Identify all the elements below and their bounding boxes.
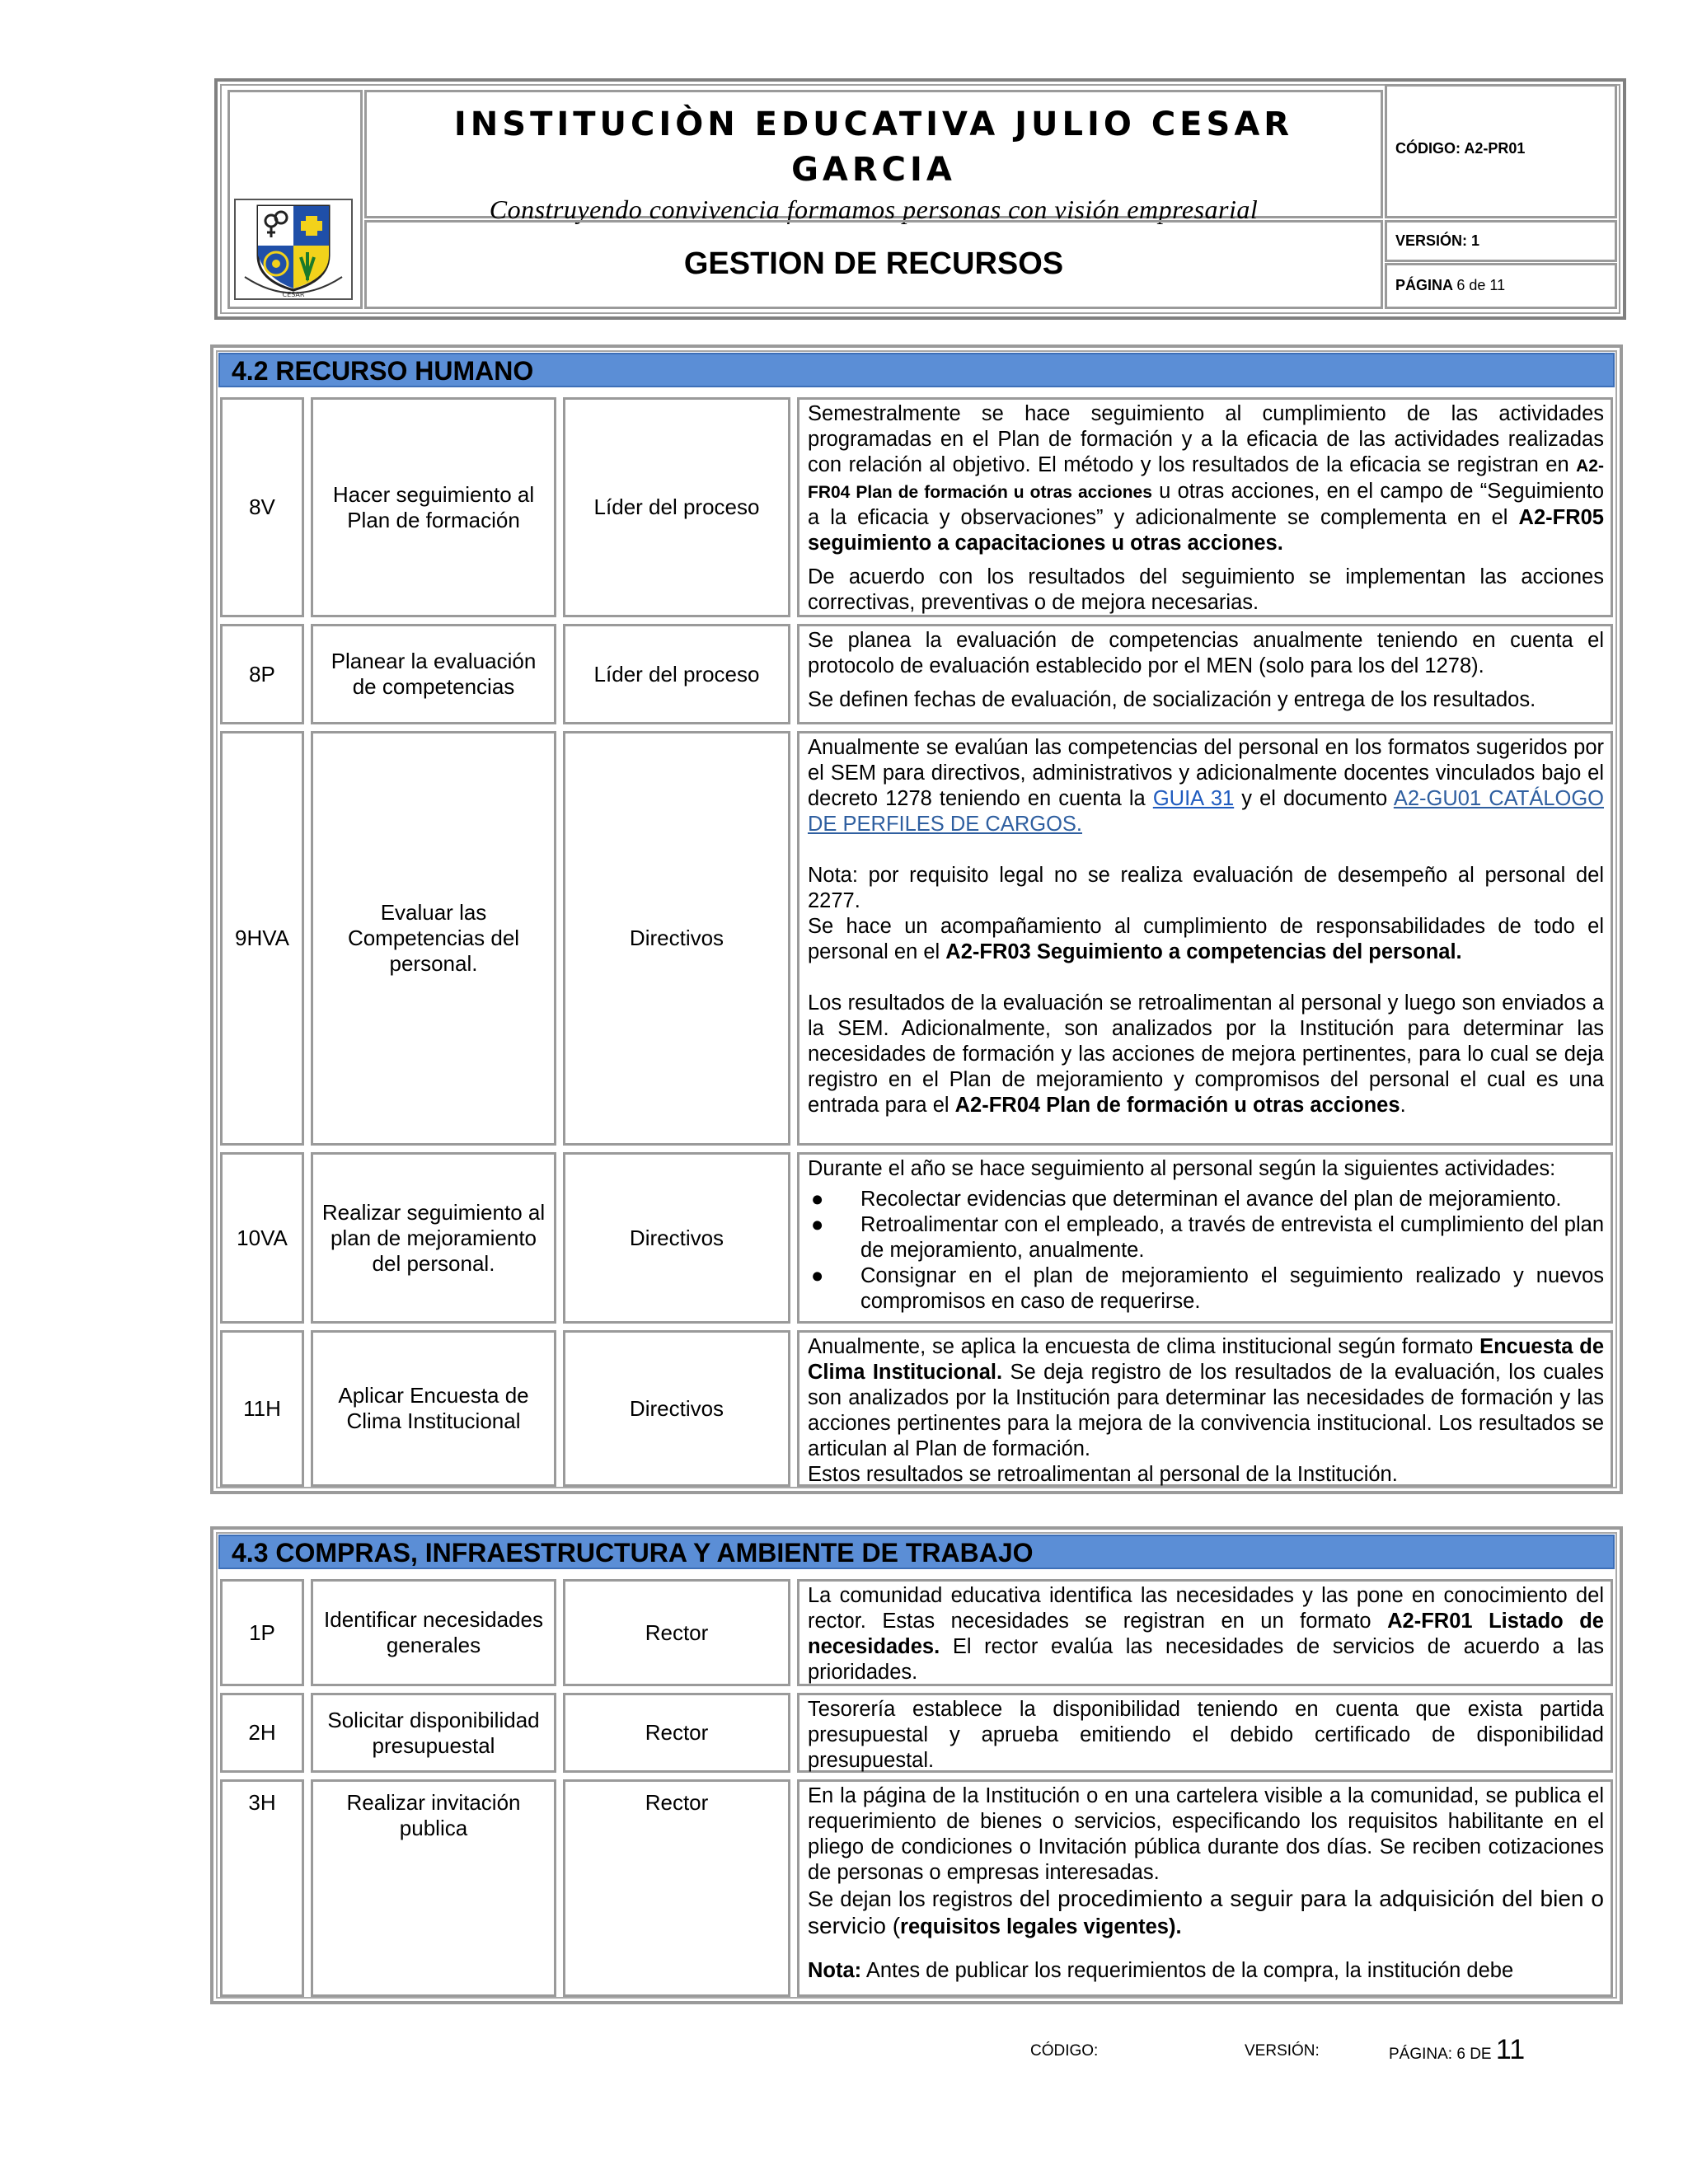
description-text: Estos resultados se retroalimentan al personal de la Institución. bbox=[808, 1463, 1398, 1486]
step-code: 11H bbox=[220, 1330, 304, 1487]
table-row bbox=[220, 397, 1613, 617]
step-code: 8V bbox=[220, 397, 304, 617]
footer-page bbox=[1389, 2034, 1525, 2066]
table-row bbox=[220, 1693, 1613, 1773]
list-item bbox=[808, 1187, 1604, 1212]
code-cell bbox=[1385, 84, 1617, 218]
description-text: Tesorería establece la disponibilidad teniendo en cuenta que exista partida presupuestal y aprueba emitiendo el debido certificado de disponibilidad presupuestal. bbox=[808, 1698, 1604, 1772]
responsible: Directivos bbox=[563, 731, 790, 1146]
page-indicator bbox=[1387, 277, 1615, 294]
table-row bbox=[220, 1330, 1613, 1487]
description bbox=[797, 397, 1613, 617]
table-row bbox=[220, 1152, 1613, 1324]
responsible: Rector bbox=[563, 1779, 790, 1997]
description bbox=[797, 1579, 1613, 1686]
institution-name-line1: INSTITUCIÒN EDUCATIVA JULIO CESAR bbox=[453, 105, 1294, 143]
list-item bbox=[808, 1212, 1604, 1263]
department-cell bbox=[364, 220, 1383, 309]
legal-requirements: requisitos legales vigentes). bbox=[900, 1915, 1182, 1938]
section-title: 4.3 COMPRAS, INFRAESTRUCTURA Y AMBIENTE DE TRABAJO bbox=[232, 1538, 1034, 1568]
activity: Identificar necesidades generales bbox=[311, 1579, 556, 1686]
list-item-text: Retroalimentar con el empleado, a través de entrevista el cumplimiento del plan de mejoramiento, anualmente. bbox=[860, 1213, 1604, 1262]
document-header bbox=[214, 78, 1626, 320]
guia-31-link[interactable]: GUIA 31 bbox=[1152, 787, 1235, 810]
svg-text:CESAR: CESAR bbox=[282, 291, 305, 298]
document-version: VERSIÓN: 1 bbox=[1395, 232, 1480, 249]
bullet-icon: ● bbox=[811, 1188, 824, 1211]
responsible: Líder del proceso bbox=[563, 397, 790, 617]
form-reference: A2-FR01 Listado de necesidades. bbox=[808, 1610, 1604, 1658]
description-text: Antes de publicar los requerimientos de la compra, la institución debe bbox=[865, 1959, 1514, 1982]
table-row bbox=[220, 731, 1613, 1146]
description-text: u otras acciones, en el campo de “Seguimiento a la eficacia y observaciones” y adicionalmente se complementa en el bbox=[808, 480, 1604, 529]
form-reference: A2-FR04 Plan de formación u otras acciones bbox=[808, 457, 1604, 502]
description bbox=[797, 1693, 1613, 1773]
institution-title-cell bbox=[364, 90, 1383, 224]
note-label: Nota: bbox=[808, 1959, 862, 1982]
section-human-resources bbox=[210, 344, 1623, 1494]
description-text: Anualmente, se aplica la encuesta de clima institucional según formato bbox=[808, 1335, 1474, 1358]
section-purchases bbox=[210, 1526, 1623, 2004]
version-cell bbox=[1385, 220, 1617, 262]
responsible: Directivos bbox=[563, 1152, 790, 1324]
step-code: 10VA bbox=[220, 1152, 304, 1324]
activity: Planear la evaluación de competencias bbox=[311, 624, 556, 724]
description-note: Nota: por requisito legal no se realiza evaluación de desempeño al personal del 2277. bbox=[808, 864, 1604, 912]
table-row bbox=[220, 1779, 1613, 1997]
page-cell bbox=[1385, 263, 1617, 309]
list-item-text: Recolectar evidencias que determinan el avance del plan de mejoramiento. bbox=[860, 1188, 1562, 1211]
page-value: 6 de 11 bbox=[1456, 277, 1506, 293]
form-reference: A2-FR04 Plan de formación u otras acciones bbox=[954, 1094, 1400, 1117]
description bbox=[797, 624, 1613, 724]
description bbox=[797, 731, 1613, 1146]
footer-page-label: PÁGINA: 6 DE bbox=[1389, 2046, 1492, 2063]
step-code: 3H bbox=[220, 1779, 304, 1997]
form-reference: A2-FR05 seguimiento a capacitaciones u otras acciones. bbox=[808, 506, 1604, 555]
list-item-text: Consignar en el plan de mejoramiento el seguimiento realizado y nuevos compromisos en caso de requerirse. bbox=[860, 1264, 1604, 1313]
catalog-profiles-link[interactable]: A2-GU01 CATÁLOGO DE PERFILES DE CARGOS. bbox=[808, 787, 1605, 836]
responsible: Líder del proceso bbox=[563, 624, 790, 724]
description-text: En la página de la Institución o en una cartelera visible a la comunidad, se publica el requerimiento de bienes o servicios, especificando los requisitos habilitante en el pliego de condiciones o Invitación pública durante dos días. Se reciben cotizaciones de personas o empresas interesadas. bbox=[808, 1784, 1604, 1884]
bullet-icon: ● bbox=[811, 1213, 824, 1236]
page-label: PÁGINA bbox=[1395, 277, 1453, 293]
description-text: Se planea la evaluación de competencias anualmente teniendo en cuenta el protocolo de evaluación establecido por el MEN (solo para los del 1278). bbox=[808, 629, 1604, 677]
institution-name bbox=[367, 102, 1381, 193]
description-text: Anualmente se evalúan las competencias del personal en los formatos sugeridos por el SEM para directivos, administrativos y adicionalmente docentes vinculados bajo el decreto 1278 teniendo en cuenta la bbox=[808, 736, 1604, 810]
logo-cell bbox=[227, 90, 363, 309]
description bbox=[797, 1330, 1613, 1487]
activity: Evaluar las Competencias del personal. bbox=[311, 731, 556, 1146]
section-title: 4.2 RECURSO HUMANO bbox=[232, 356, 534, 386]
institution-name-line2: GARCIA bbox=[791, 151, 956, 189]
description-text: La comunidad educativa identifica las necesidades y las pone en conocimiento del rector. Estas necesidades se registran en un formato bbox=[808, 1584, 1604, 1633]
activity: Solicitar disponibilidad presupuestal bbox=[311, 1693, 556, 1773]
description-text: y el documento bbox=[1241, 787, 1388, 810]
description-text: . bbox=[1400, 1094, 1406, 1117]
step-code: 1P bbox=[220, 1579, 304, 1686]
description-text: del procedimiento a seguir para la adquisición del bien o servicio ( bbox=[808, 1886, 1604, 1938]
description-text: El rector evalúa las necesidades de servicios de acuerdo a las prioridades. bbox=[808, 1635, 1604, 1684]
activity: Hacer seguimiento al Plan de formación bbox=[311, 397, 556, 617]
description-text: Los resultados de la evaluación se retroalimentan al personal y luego son enviados a la SEM. Adicionalmente, son analizados por la Institución para determinar las necesidades de formación y las acciones de mejora pertinentes, para lo cual se deja registro en el Plan de mejoramiento y compromisos del personal el cual es una entrada para el bbox=[808, 991, 1604, 1117]
section-header bbox=[218, 353, 1615, 387]
institution-slogan: Construyendo convivencia formamos personas con visión empresarial bbox=[489, 194, 1259, 224]
activity: Realizar invitación publica bbox=[311, 1779, 556, 1997]
activity: Aplicar Encuesta de Clima Institucional bbox=[311, 1330, 556, 1487]
step-code: 2H bbox=[220, 1693, 304, 1773]
list-item bbox=[808, 1263, 1604, 1315]
description-text: De acuerdo con los resultados del seguimiento se implementan las acciones correctivas, preventivas o de mejora necesarias. bbox=[808, 565, 1604, 614]
responsible: Rector bbox=[563, 1579, 790, 1686]
description bbox=[797, 1779, 1613, 1997]
responsible: Directivos bbox=[563, 1330, 790, 1487]
department-title: GESTION DE RECURSOS bbox=[683, 246, 1064, 281]
school-crest-logo bbox=[233, 198, 354, 301]
description bbox=[797, 1152, 1613, 1324]
table-row bbox=[220, 624, 1613, 724]
form-reference: A2-FR03 Seguimiento a competencias del personal. bbox=[945, 940, 1462, 963]
form-reference: Encuesta de Clima Institucional. bbox=[808, 1335, 1604, 1384]
description-text: Se hace un acompañamiento al cumplimiento de responsabilidades de todo el personal en el bbox=[808, 915, 1604, 963]
bullet-icon: ● bbox=[811, 1264, 824, 1287]
description-text: Se definen fechas de evaluación, de socialización y entrega de los resultados. bbox=[808, 688, 1536, 711]
table-row bbox=[220, 1579, 1613, 1686]
activity: Realizar seguimiento al plan de mejoramiento del personal. bbox=[311, 1152, 556, 1324]
description-text: Se dejan los registros bbox=[808, 1888, 1013, 1911]
responsible: Rector bbox=[563, 1693, 790, 1773]
step-code: 8P bbox=[220, 624, 304, 724]
description-text: Durante el año se hace seguimiento al personal según la siguientes actividades: bbox=[808, 1157, 1556, 1180]
description-text: Semestralmente se hace seguimiento al cumplimiento de las actividades programadas en el Plan de formación y a la eficacia de las actividades realizadas con relación al objetivo. El método y los resultados de la eficacia se registran en bbox=[808, 402, 1604, 476]
footer-version: VERSIÓN: bbox=[1245, 2042, 1320, 2060]
footer-page-total: 11 bbox=[1495, 2034, 1526, 2065]
section-header bbox=[218, 1535, 1615, 1569]
footer-code: CÓDIGO: bbox=[1030, 2042, 1099, 2060]
description-text: Se deja registro de los resultados de la evaluación, los cuales son analizados por la Institución para determinar las necesidades de formación y las acciones pertinentes para la mejora de la convivencia institucional. Los resultados se articulan al Plan de formación. bbox=[808, 1361, 1604, 1460]
document-code: CÓDIGO: A2-PR01 bbox=[1395, 140, 1526, 157]
step-code: 9HVA bbox=[220, 731, 304, 1146]
